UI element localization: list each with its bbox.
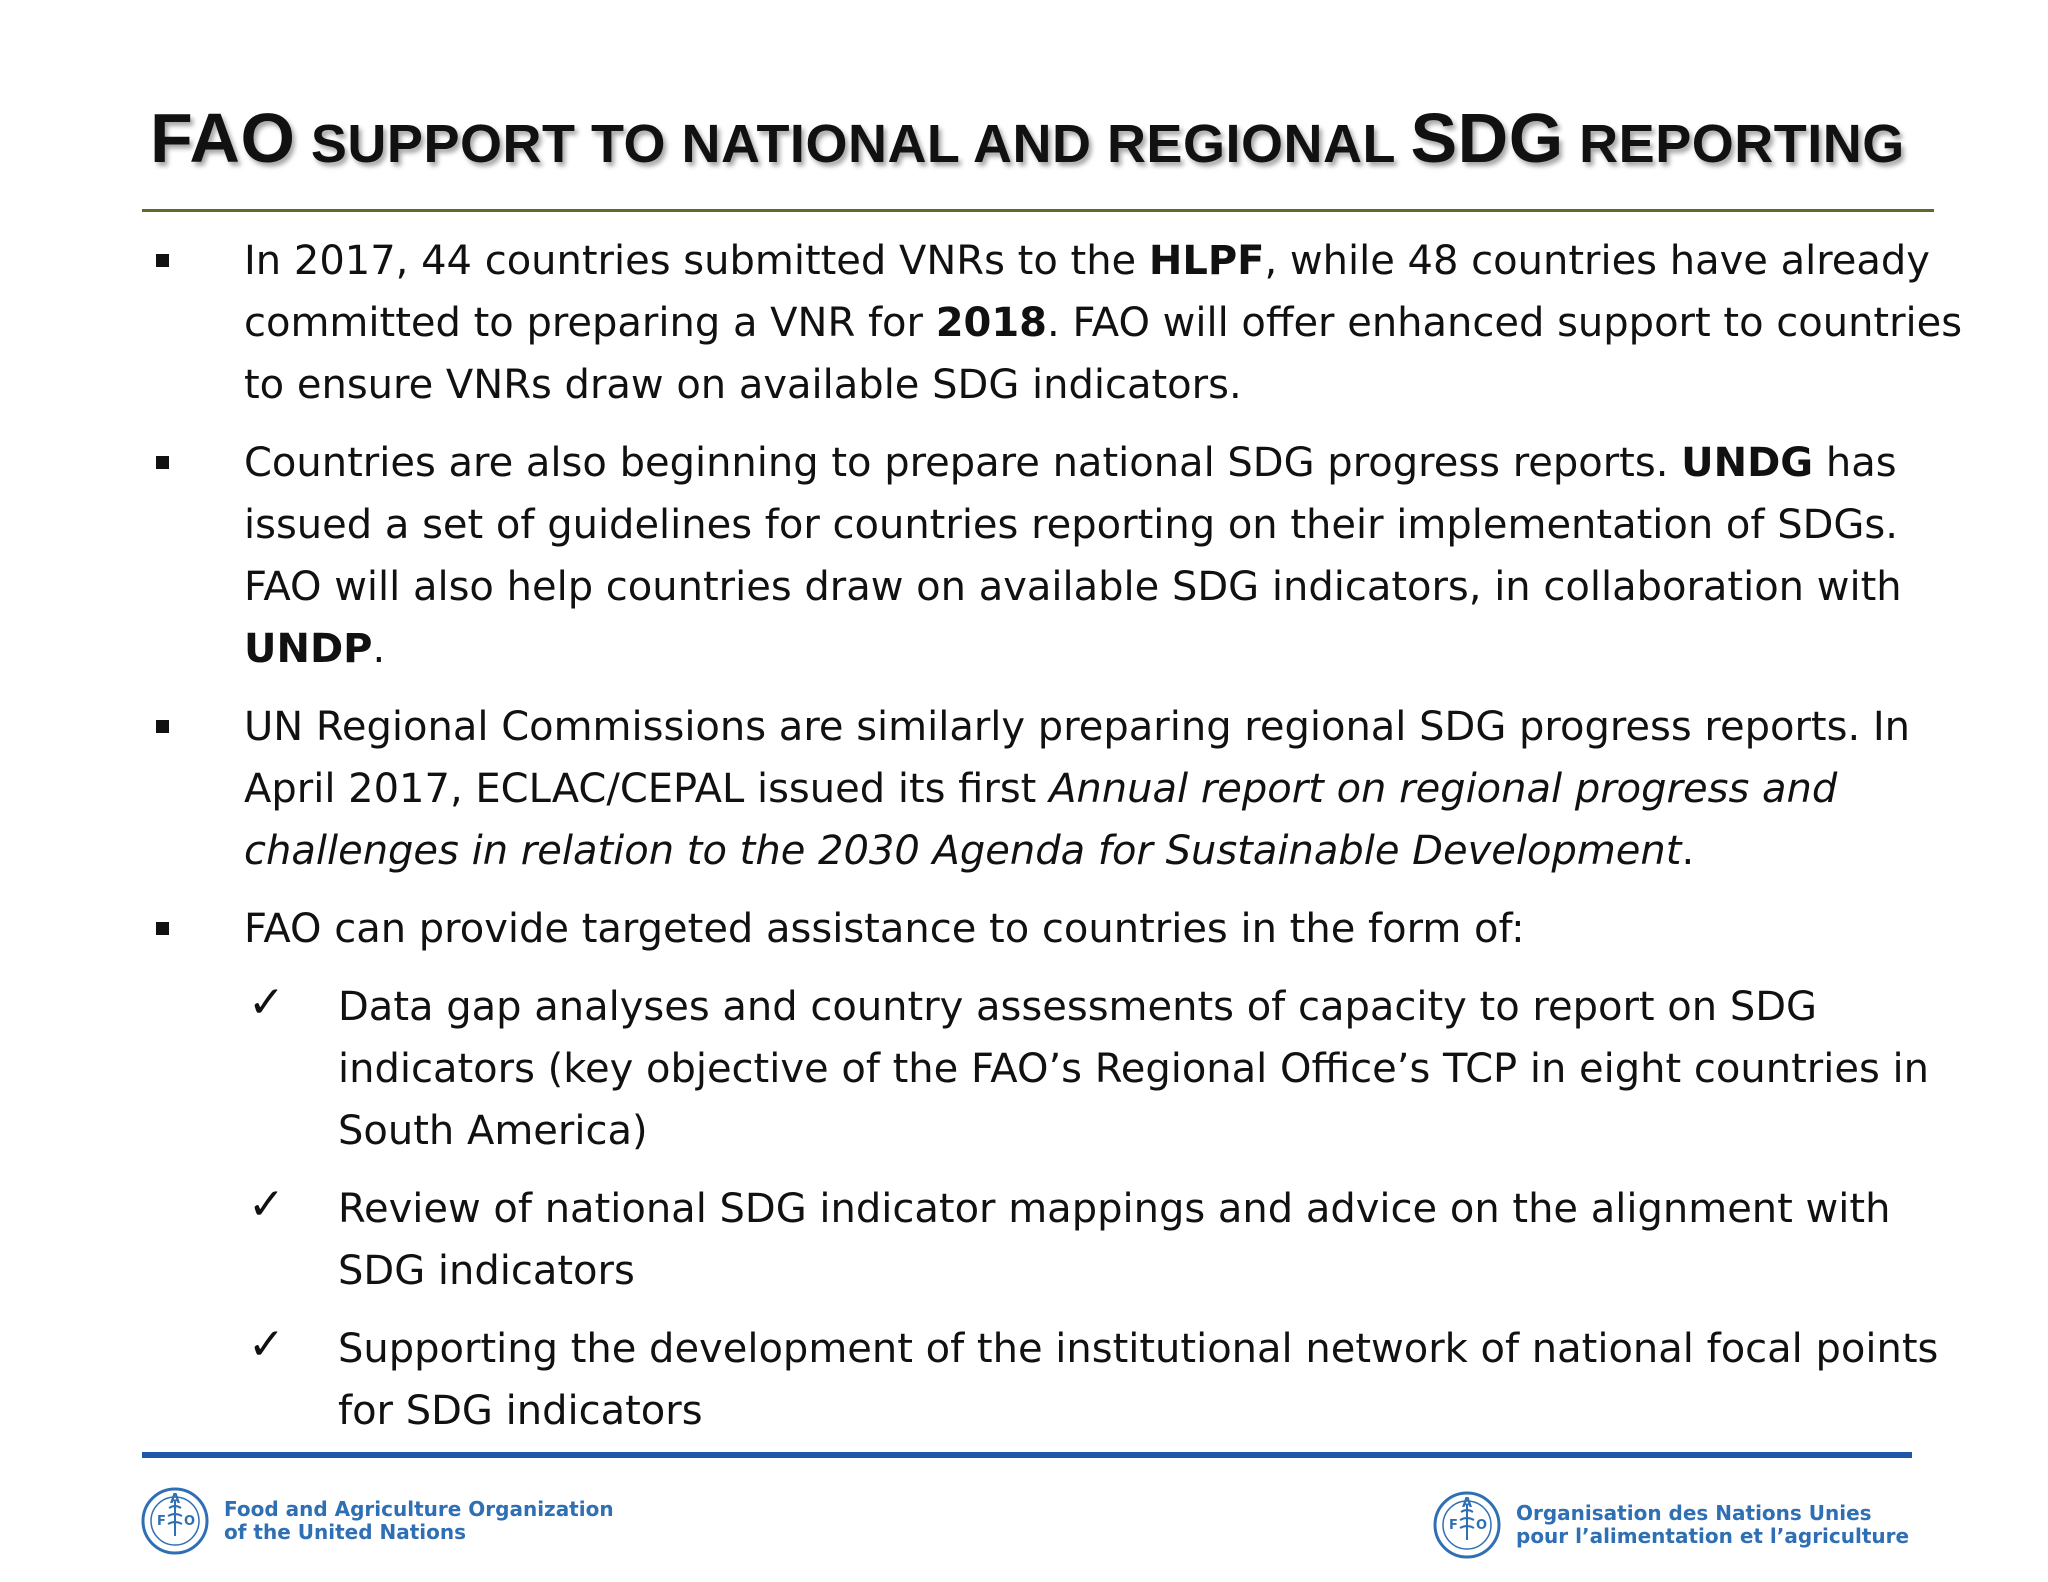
bullet-square-icon <box>156 922 169 935</box>
fao-name-french: Organisation des Nations Unies pour l’alimentation et l’agriculture <box>1516 1501 1910 1548</box>
title-middle: SUPPORT TO NATIONAL AND REGIONAL <box>295 114 1411 174</box>
bullet-regional-commissions: UN Regional Commissions are similarly preparing regional SDG progress reports. In April 2017, ECLAC/CEPAL issued its first Annual report on regional progress and challenges in relation to the 2030 Agenda for Sustainable Development. <box>150 696 1970 882</box>
svg-text:F: F <box>1449 1518 1458 1533</box>
bullet-list <box>150 230 1970 1458</box>
check-item-indicator-mappings: ✓ Review of national SDG indicator mappings and advice on the alignment with SDG indicators <box>150 1178 1970 1302</box>
fao-emblem-icon <box>1432 1490 1502 1560</box>
fao-logo-french <box>1432 1490 1909 1560</box>
bullet-square-icon <box>156 254 169 267</box>
page-title <box>150 98 1905 178</box>
svg-text:A: A <box>1462 1496 1473 1511</box>
check-item-focal-points: ✓ Supporting the development of the institutional network of national focal points for SDG indicators <box>150 1318 1970 1442</box>
bullet-square-icon <box>156 720 169 733</box>
title-fao: FAO <box>150 99 296 177</box>
bullet-national-reports: Countries are also beginning to prepare national SDG progress reports. UNDG has issued a set of guidelines for countries reporting on their implementation of SDGs. FAO will also help countries draw on available SDG indicators, in collaboration with UNDP. <box>150 432 1970 680</box>
svg-text:O: O <box>1476 1518 1488 1533</box>
bullet-square-icon <box>156 456 169 469</box>
checkmark-icon: ✓ <box>248 977 285 1028</box>
footer-divider <box>142 1452 1912 1458</box>
fao-name-english: Food and Agriculture Organization of the United Nations <box>224 1497 614 1544</box>
checkmark-icon: ✓ <box>248 1179 285 1230</box>
title-divider <box>142 209 1934 212</box>
svg-text:O: O <box>184 1514 196 1529</box>
fao-emblem-icon <box>140 1486 210 1556</box>
check-item-data-gap: ✓ Data gap analyses and country assessments of capacity to report on SDG indicators (key objective of the FAO’s Regional Office’s TCP in eight countries in South America) <box>150 976 1970 1162</box>
checkmark-icon: ✓ <box>248 1319 285 1370</box>
title-end: REPORTING <box>1563 114 1905 174</box>
svg-text:A: A <box>170 1492 181 1507</box>
bullet-vnr-submissions: In 2017, 44 countries submitted VNRs to the HLPF, while 48 countries have already committed to preparing a VNR for 2018. FAO will offer enhanced support to countries to ensure VNRs draw on available SDG indicators. <box>150 230 1970 416</box>
bullet-targeted-assistance: FAO can provide targeted assistance to countries in the form of: <box>150 898 1970 960</box>
fao-logo-english <box>140 1486 614 1556</box>
title-sdg: SDG <box>1410 99 1564 177</box>
svg-text:F: F <box>157 1514 166 1529</box>
